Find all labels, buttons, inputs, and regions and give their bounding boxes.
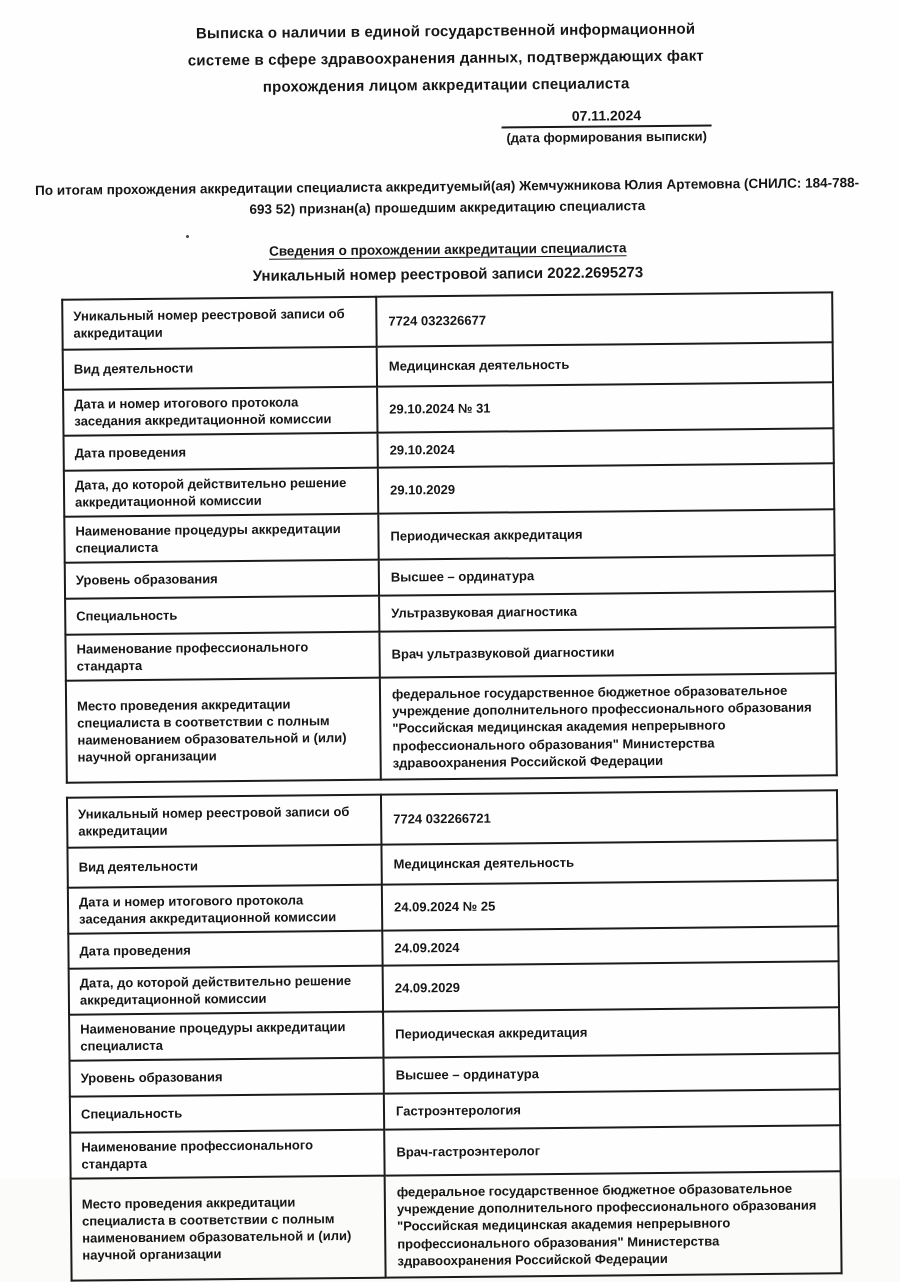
row-value: 24.09.2024 [382, 926, 838, 965]
extract-date-caption: (дата формирования выписки) [506, 128, 707, 146]
row-label: Уникальный номер реестровой записи об аккредитации [67, 795, 381, 848]
row-value: федеральное государственное бюджетное образовательное учреждение дополнительного профессионального образования "Российская медицинская академия непрерывного профессионального образования" Министерства здравоохранения Российской Федерации [385, 1171, 842, 1277]
row-value: 29.10.2024 [377, 428, 833, 467]
row-label: Место проведения аккредитации специалиста в соответствии с полным наименованием образовательной и (или) научной организации [71, 1176, 386, 1281]
table-row [69, 961, 839, 1014]
row-value: федеральное государственное бюджетное образовательное учреждение дополнительного профессионального образования "Российская медицинская академия непрерывного профессионального образования" Министерства здравоохранения Российской Федерации [380, 673, 837, 779]
extract-date-block [501, 106, 711, 145]
row-value: Врач ультразвуковой диагностики [379, 627, 835, 677]
row-label: Дата проведения [68, 931, 382, 969]
row-label: Специальность [65, 596, 379, 635]
row-label: Специальность [70, 1094, 384, 1133]
row-label: Наименование процедуры аккредитации специалиста [64, 514, 378, 563]
table-row [68, 880, 838, 933]
row-label: Место проведения аккредитации специалиста в соответствии с полным наименованием образовательной и (или) научной организации [66, 678, 381, 783]
row-label: Дата проведения [64, 433, 378, 471]
table-row [66, 673, 837, 782]
accreditation-table-1 [61, 291, 838, 783]
table-row [62, 292, 832, 349]
row-value: Ультразвуковая диагностика [379, 591, 835, 631]
document-title-line-2: системе в сфере здравоохранения данных, подтверждающих факт [187, 47, 705, 70]
row-label: Уровень образования [70, 1058, 384, 1097]
extract-date-value: 07.11.2024 [501, 106, 711, 128]
row-value: Врач-гастроэнтеролог [384, 1125, 840, 1175]
row-label: Вид деятельности [63, 347, 377, 390]
scan-artifact-dot [186, 235, 189, 238]
document-title-line-1: Выписка о наличии в единой государственной информационной [195, 20, 696, 43]
row-label: Дата и номер итогового протокола заседания аккредитационной комиссии [68, 885, 382, 934]
row-value: Периодическая аккредитация [383, 1007, 839, 1057]
row-value: 29.10.2024 № 31 [377, 382, 833, 432]
row-value: 24.09.2024 № 25 [382, 880, 838, 930]
row-value: 29.10.2029 [378, 463, 834, 513]
row-value: Медицинская деятельность [377, 342, 833, 386]
row-value: 7724 032326677 [376, 292, 832, 346]
accreditation-table-2 [66, 789, 843, 1281]
row-value: Периодическая аккредитация [378, 509, 834, 559]
row-value: Гастроэнтерология [384, 1089, 840, 1129]
registry-record-heading: Уникальный номер реестровой записи 2022.2695273 [252, 264, 644, 285]
row-value: 7724 032266721 [381, 790, 837, 844]
table-row [67, 790, 837, 847]
table-row [71, 1171, 842, 1280]
section-heading: Сведения о прохождении аккредитации специалиста [268, 240, 627, 259]
row-label: Наименование процедуры аккредитации специалиста [69, 1012, 383, 1061]
row-label: Уровень образования [65, 560, 379, 599]
row-value: Высшее – ординатура [379, 555, 835, 595]
document-title [0, 0, 896, 103]
row-label: Дата, до которой действительно решение аккредитационной комиссии [64, 468, 378, 517]
row-value: 24.09.2029 [383, 961, 839, 1011]
row-label: Наименование профессионального стандарта [70, 1130, 384, 1179]
table-row [69, 1007, 839, 1060]
row-label: Дата, до которой действительно решение аккредитационной комиссии [69, 966, 383, 1015]
row-value: Медицинская деятельность [381, 840, 837, 884]
row-value: Высшее – ординатура [383, 1053, 839, 1093]
table-row [65, 627, 835, 680]
row-label: Уникальный номер реестровой записи об аккредитации [62, 297, 376, 350]
table-row [64, 463, 834, 516]
row-label: Дата и номер итогового протокола заседания аккредитационной комиссии [63, 387, 377, 436]
table-row [64, 509, 834, 562]
accreditation-intro-paragraph: По итогам прохождения аккредитации специалиста аккредитуемый(ая) Жемчужникова Юлия Артемовна (СНИЛС: 184-788-693 52) признан(а) прошедшим аккредитацию специалиста [35, 175, 860, 217]
row-label: Вид деятельности [67, 845, 381, 888]
document-title-line-3: прохождения лицом аккредитации специалиста [262, 75, 630, 96]
table-row [63, 382, 833, 435]
row-label: Наименование профессионального стандарта [65, 632, 379, 681]
table-row [70, 1125, 840, 1178]
